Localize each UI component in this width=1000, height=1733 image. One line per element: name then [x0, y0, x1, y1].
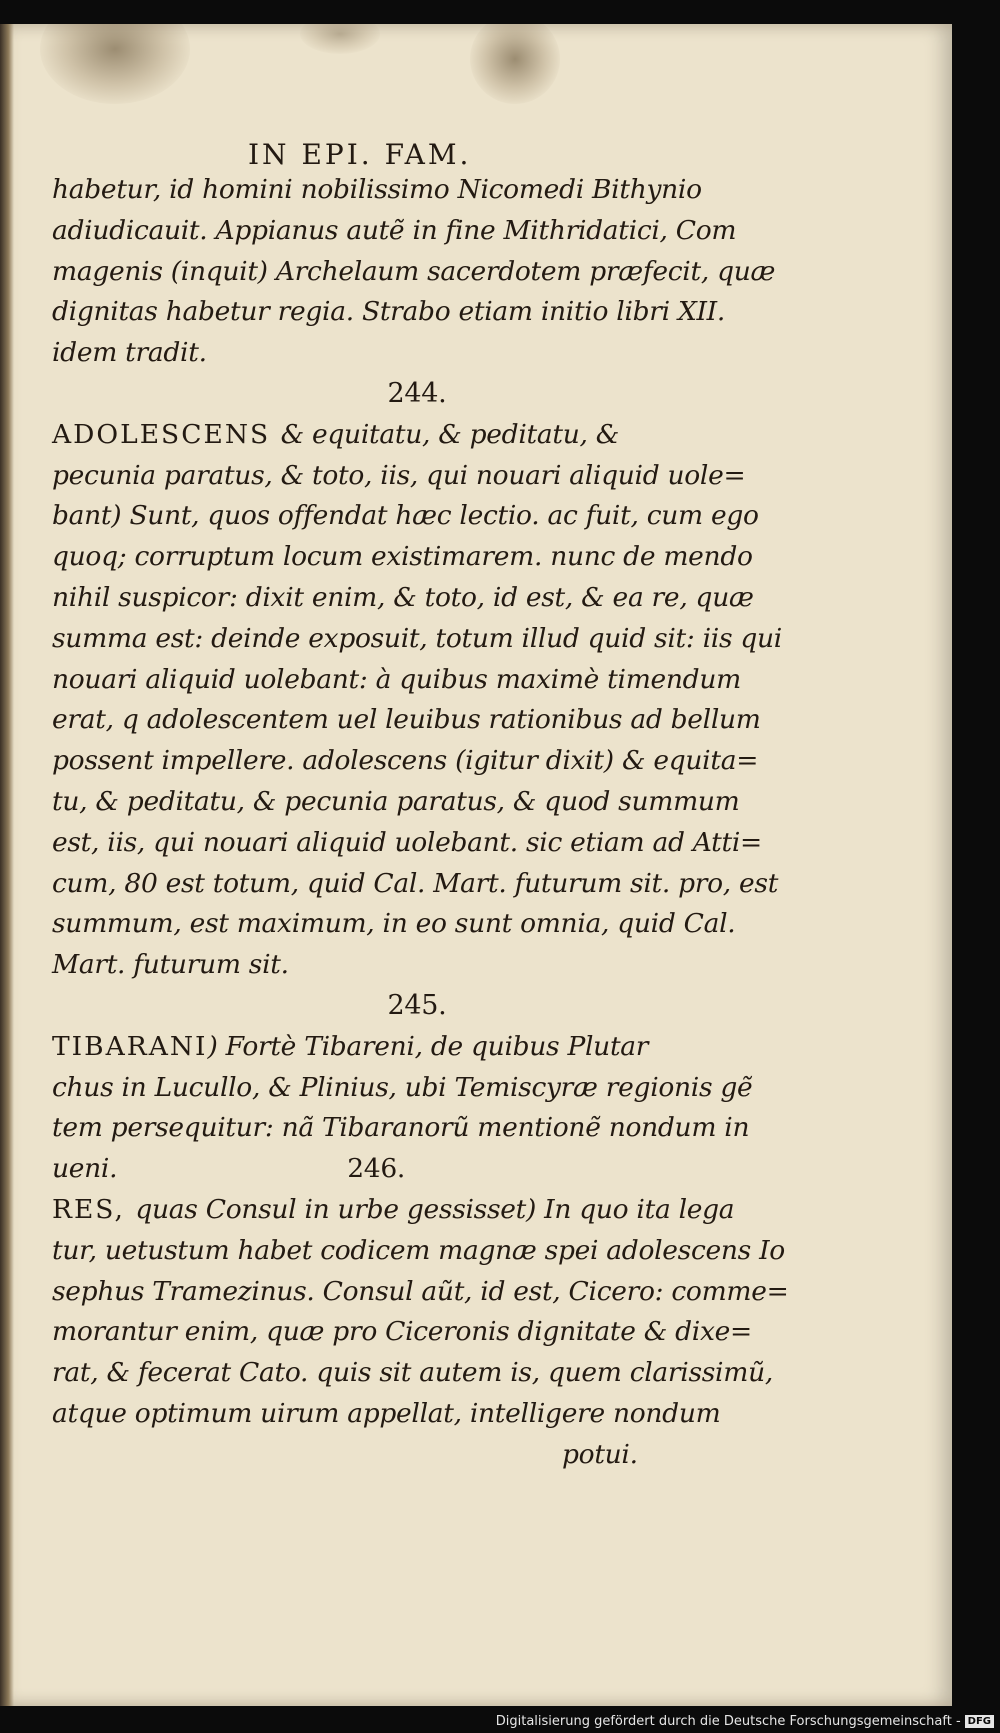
line-text: & equitatu, & peditatu, & — [280, 418, 620, 450]
text-line: chus in Lucullo, & Plinius, ubi Temiscyræ regionis gẽ — [52, 1071, 753, 1103]
section-number: 245. — [387, 989, 447, 1021]
lemma-caps: ADOLESCENS — [52, 418, 281, 450]
text-line: tu, & peditatu, & pecunia paratus, & quod summum — [52, 785, 740, 817]
text-line: bant) Sunt, quos offendat hæc lectio. ac fuit, cum ego — [52, 500, 759, 532]
book-page — [0, 24, 952, 1706]
section-number: 246. — [347, 1153, 406, 1185]
credit-text: Digitalisierung gefördert durch die Deutsche Forschungsgemeinschaft - — [495, 1714, 961, 1729]
text-line: nouari aliquid uolebant: à quibus maximè timendum — [52, 663, 741, 695]
lemma-caps: TIBARANI — [52, 1030, 208, 1062]
text-line: rat, & fecerat Cato. quis sit autem is, quem clarissimũ, — [52, 1357, 773, 1389]
text-line: dignitas habetur regia. Strabo etiam initio libri XII. — [52, 296, 725, 328]
text-line: magenis (inquit) Archelaum sacerdotem præfecit, quæ — [52, 255, 776, 287]
water-stain — [300, 24, 380, 54]
text-line: summum, est maximum, in eo sunt omnia, quid Cal. — [52, 908, 736, 940]
section-number: 244. — [387, 377, 447, 409]
text-line: atque optimum uirum appellat, intelligere nondum — [52, 1397, 721, 1429]
page-gutter — [0, 24, 14, 1706]
running-head: IN EPI. FAM. — [248, 138, 472, 171]
text-line: possent impellere. adolescens (igitur dixit) & equita= — [52, 745, 759, 777]
line-text: quas Consul in urbe gessisset) In quo ita lega — [135, 1193, 735, 1225]
text-line: pecunia paratus, & toto, iis, qui nouari aliquid uole= — [52, 459, 746, 491]
text-line: tur, uetustum habet codicem magnæ spei adolescens Io — [52, 1234, 785, 1266]
catchword: potui. — [562, 1438, 638, 1470]
text-line: tem persequitur: nã Tibaranorũ mentionẽ nondum in — [52, 1112, 750, 1144]
text-line: est, iis, qui nouari aliquid uolebant. sic etiam ad Atti= — [52, 826, 762, 858]
text-line: erat, q adolescentem uel leuibus rationibus ad bellum — [52, 704, 761, 736]
text-line: morantur enim, quæ pro Ciceronis dignitate & dixe= — [52, 1316, 752, 1348]
water-stain — [40, 24, 190, 104]
text-line: nihil suspicor: dixit enim, & toto, id est, & ea re, quæ — [52, 581, 754, 613]
text-line: quoq; corruptum locum existimarem. nunc de mendo — [52, 541, 753, 573]
text-line — [52, 1149, 712, 1190]
lemma-caps: RES, — [52, 1193, 136, 1225]
section-lead-line — [52, 1027, 712, 1068]
page-body-text — [52, 170, 789, 1476]
digitization-credit — [496, 1714, 994, 1729]
text-line: adiudicauit. Appianus autẽ in fine Mithridatici, Com — [52, 214, 737, 246]
text-line: summa est: deinde exposuit, totum illud quid sit: iis qui — [52, 622, 782, 654]
text-line: sephus Tramezinus. Consul aũt, id est, Cicero: comme= — [52, 1275, 789, 1307]
water-stain — [470, 24, 560, 104]
section-lead-line — [52, 415, 712, 456]
line-text: ) Fortè Tibareni, de quibus Plutar — [207, 1030, 649, 1062]
line-text: ueni. — [52, 1153, 118, 1185]
text-line: Mart. futurum sit. — [52, 949, 289, 981]
dfg-logo: DFG — [965, 1715, 994, 1728]
text-line: idem tradit. — [52, 337, 207, 369]
section-lead-line — [52, 1190, 735, 1231]
text-line: habetur, id homini nobilissimo Nicomedi Bithynio — [52, 174, 702, 205]
text-line: cum, 80 est totum, quid Cal. Mart. futurum sit. pro, est — [52, 867, 779, 899]
